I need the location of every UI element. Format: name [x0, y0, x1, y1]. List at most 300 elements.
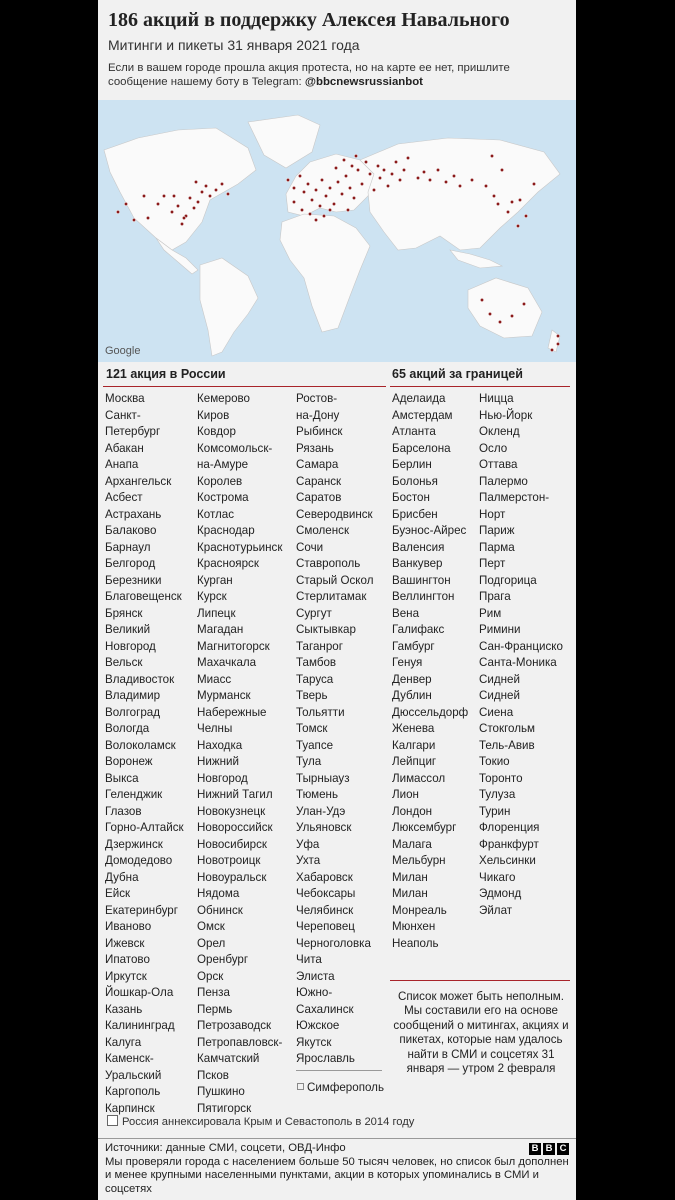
city-item: Черноголовка	[296, 936, 371, 950]
city-item: на-Дону	[296, 408, 340, 422]
protest-marker[interactable]	[372, 188, 375, 191]
protest-marker[interactable]	[302, 190, 305, 193]
city-item: Палмерстон-	[479, 491, 550, 504]
city-item: Хабаровск	[296, 870, 353, 884]
protest-marker[interactable]	[550, 348, 553, 351]
protest-marker[interactable]	[382, 168, 385, 171]
protest-marker[interactable]	[124, 202, 127, 205]
indonesia-shape	[450, 250, 502, 268]
city-item: Монреаль	[392, 903, 447, 917]
protest-marker[interactable]	[196, 200, 199, 203]
city-item: Камчатский	[197, 1052, 260, 1065]
city-item: Оренбург	[197, 953, 249, 966]
city-item: Котлас	[197, 507, 235, 521]
protest-marker[interactable]	[182, 216, 185, 219]
city-item: Санкт-	[105, 408, 141, 422]
protest-marker[interactable]	[360, 182, 363, 185]
city-item: Буэнос-Айрес	[392, 524, 467, 537]
protest-marker[interactable]	[524, 214, 527, 217]
google-attribution: Google	[105, 345, 141, 357]
protest-marker[interactable]	[292, 186, 295, 189]
city-item: Новосибирск	[197, 837, 268, 851]
world-map-graphic	[98, 100, 576, 362]
protest-marker[interactable]	[500, 168, 503, 171]
city-item: Пермь	[197, 1002, 233, 1016]
city-item: Чикаго	[479, 870, 516, 884]
protest-marker[interactable]	[308, 212, 311, 215]
city-item: Иркутск	[105, 969, 147, 983]
protest-marker[interactable]	[496, 202, 499, 205]
protest-marker[interactable]	[176, 204, 179, 207]
protest-marker[interactable]	[354, 154, 357, 157]
telegram-note-text: Если в вашем городе прошла акция протеста, но на карте ее нет, пришлите сообщение нашему боту в Telegram:	[108, 62, 510, 88]
city-item: Обнинск	[197, 903, 243, 917]
city-item: Петрозаводск	[197, 1019, 272, 1032]
protest-marker[interactable]	[556, 342, 559, 345]
city-item: Ипатово	[105, 953, 150, 966]
city-item: Саратов	[296, 491, 342, 504]
city-item: Новокузнецк	[197, 804, 266, 818]
city-item: Берлин	[392, 458, 432, 471]
protest-marker[interactable]	[310, 198, 313, 201]
city-item: Южское	[296, 1019, 340, 1032]
telegram-bot-handle[interactable]: @bbcnewsrussianbot	[304, 76, 423, 88]
city-item: Самара	[296, 458, 339, 471]
city-item: Екатеринбург	[105, 903, 178, 917]
greenland-shape	[248, 115, 320, 168]
city-item: Тюмень	[296, 788, 338, 801]
protest-marker[interactable]	[328, 186, 331, 189]
protest-marker[interactable]	[204, 184, 207, 187]
city-item: Глазов	[105, 804, 142, 818]
city-item: Мурманск	[197, 689, 251, 702]
city-item: Милан	[392, 870, 428, 884]
city-item: Челябинск	[296, 903, 354, 917]
protest-marker[interactable]	[492, 194, 495, 197]
protest-marker[interactable]	[344, 174, 347, 177]
city-item: Кострома	[197, 491, 249, 504]
protest-marker[interactable]	[522, 302, 525, 305]
city-item: Рим	[479, 606, 502, 620]
city-item: Томск	[296, 722, 328, 735]
footer-sources	[105, 1142, 569, 1196]
protest-marker[interactable]	[318, 204, 321, 207]
city-item: Стокгольм	[479, 722, 536, 735]
protest-marker[interactable]	[452, 174, 455, 177]
city-item: Выкса	[105, 771, 139, 785]
city-item: Чита	[296, 953, 322, 966]
city-item: Женева	[392, 722, 435, 735]
protest-marker[interactable]	[346, 208, 349, 211]
protest-marker[interactable]	[306, 182, 309, 185]
protest-marker[interactable]	[170, 210, 173, 213]
city-item: Брянск	[105, 606, 143, 620]
abroad-heading: 65 акций за границей	[392, 367, 523, 381]
city-item: Новоуральск	[197, 870, 267, 884]
protest-marker[interactable]	[532, 182, 535, 185]
protest-marker[interactable]	[298, 174, 301, 177]
city-item: Сидней	[479, 672, 520, 686]
city-item: Владивосток	[105, 672, 175, 686]
city-item: Березники	[105, 573, 162, 587]
protest-marker[interactable]	[364, 160, 367, 163]
bbc-logo-letter: C	[557, 1143, 569, 1155]
city-item: Красноярск	[197, 557, 259, 570]
city-item: Барселона	[392, 441, 451, 455]
protest-marker[interactable]	[398, 178, 401, 181]
city-item: Белгород	[105, 557, 156, 570]
city-item: Ухта	[296, 854, 321, 867]
city-item: Асбест	[105, 491, 143, 504]
protest-marker[interactable]	[402, 168, 405, 171]
city-item: Валенсия	[392, 540, 445, 554]
city-item: Новороссийск	[197, 821, 273, 834]
infographic-card	[98, 0, 576, 1200]
city-item: Липецк	[197, 606, 236, 620]
protest-marker[interactable]	[328, 208, 331, 211]
protest-marker[interactable]	[488, 312, 491, 315]
protest-marker[interactable]	[444, 180, 447, 183]
south-america-shape	[200, 258, 258, 356]
city-item: Атланта	[392, 425, 436, 438]
city-item: Петропавловск-	[197, 1035, 283, 1049]
city-item: Эдмонд	[479, 887, 522, 900]
city-item: Болонья	[392, 474, 438, 488]
city-item: Каргополь	[105, 1085, 161, 1098]
city-item: Дзержинск	[105, 837, 163, 851]
protest-marker[interactable]	[300, 208, 303, 211]
city-item: Нядома	[197, 887, 240, 900]
protest-marker[interactable]	[436, 168, 439, 171]
city-item: Южно-	[296, 986, 333, 999]
city-item: Калининград	[105, 1019, 175, 1032]
city-item: Челны	[197, 722, 233, 735]
protest-marker[interactable]	[350, 164, 353, 167]
city-item: Нью-Йорк	[479, 408, 533, 422]
city-item: Тула	[296, 755, 322, 768]
russia-list-col2	[197, 391, 282, 1117]
protest-marker[interactable]	[518, 198, 521, 201]
city-item: Пенза	[197, 986, 230, 999]
crimea-marker-icon	[297, 1083, 304, 1090]
city-item: Генуя	[392, 656, 423, 669]
protest-marker[interactable]	[214, 188, 217, 191]
protest-marker[interactable]	[470, 178, 473, 181]
disclaimer-text: Список может быть неполным. Мы составили его на основе сообщений о митингах, акциях и пикетах, которые нам удалось найти в СМИ и соцсетях 31 января — утром 2 февраля	[393, 990, 569, 1076]
city-item: Палермо	[479, 474, 528, 488]
protest-marker[interactable]	[226, 192, 229, 195]
city-item: Краснодар	[197, 524, 255, 537]
protest-marker[interactable]	[172, 194, 175, 197]
city-item: Элиста	[296, 969, 335, 983]
city-item: Абакан	[105, 441, 144, 455]
protest-marker[interactable]	[194, 180, 197, 183]
city-item: Владимир	[105, 689, 161, 702]
city-item: Брисбен	[392, 507, 438, 521]
city-item: Сан-Франциско	[479, 639, 563, 653]
protest-marker[interactable]	[324, 194, 327, 197]
protest-marker[interactable]	[322, 214, 325, 217]
protest-marker[interactable]	[348, 186, 351, 189]
protest-marker[interactable]	[314, 188, 317, 191]
city-item: Ульяновск	[296, 821, 352, 834]
protest-marker[interactable]	[516, 224, 519, 227]
city-item: Неаполь	[392, 936, 439, 950]
city-item: Череповец	[296, 920, 355, 933]
city-item: Курск	[197, 590, 227, 603]
city-item: Иваново	[105, 920, 152, 933]
city-item: Галифакс	[392, 623, 445, 636]
protest-marker[interactable]	[156, 202, 159, 205]
city-item: Петербург	[105, 425, 161, 438]
russia-list-col3	[296, 391, 373, 1068]
city-item: Сыктывкар	[296, 623, 356, 636]
page-title: 186 акций в поддержку Алексея Навального	[108, 9, 510, 31]
city-item: Лимассол	[392, 771, 446, 785]
city-item: Тулуза	[479, 788, 516, 801]
city-item: Хельсинки	[479, 854, 536, 867]
city-item: Находка	[197, 738, 243, 752]
crimea-city: Симферополь	[307, 1081, 384, 1094]
city-item: на-Амуре	[197, 458, 249, 471]
protest-marker[interactable]	[422, 170, 425, 173]
new-zealand-shape	[548, 330, 560, 352]
city-item: Вельск	[105, 656, 143, 669]
africa-shape	[280, 214, 370, 332]
crimea-legend	[107, 1115, 414, 1128]
protest-marker[interactable]	[458, 184, 461, 187]
australia-shape	[468, 278, 542, 338]
city-item: Ницца	[479, 392, 514, 405]
abroad-list-col1	[392, 391, 468, 952]
protest-marker[interactable]	[332, 202, 335, 205]
city-item: Воронеж	[105, 755, 153, 768]
city-item: Волгоград	[105, 705, 161, 719]
city-item: Римини	[479, 623, 521, 636]
protest-marker[interactable]	[162, 194, 165, 197]
protest-marker[interactable]	[428, 178, 431, 181]
protest-marker[interactable]	[146, 216, 149, 219]
city-item: Миасс	[197, 672, 232, 686]
city-item: Йошкар-Ола	[105, 986, 174, 999]
protest-marker[interactable]	[192, 206, 195, 209]
city-item: Омск	[197, 920, 225, 933]
crimea-separator	[296, 1070, 382, 1071]
protest-marker[interactable]	[188, 196, 191, 199]
protest-marker[interactable]	[484, 184, 487, 187]
city-item: Киров	[197, 408, 230, 422]
city-item: Геленджик	[105, 788, 163, 801]
protest-marker[interactable]	[132, 218, 135, 221]
city-item: Париж	[479, 524, 515, 537]
protest-marker[interactable]	[180, 222, 183, 225]
city-item: Лейпциг	[392, 755, 437, 768]
city-item: Туапсе	[296, 738, 334, 752]
asia-shape	[360, 138, 560, 250]
city-item: Нижний	[197, 755, 239, 768]
protest-marker[interactable]	[320, 178, 323, 181]
world-map[interactable]	[98, 100, 576, 362]
protest-marker[interactable]	[416, 176, 419, 179]
protest-marker[interactable]	[556, 334, 559, 337]
city-item: Домодедово	[105, 854, 173, 867]
city-item: Курган	[197, 573, 233, 587]
protest-marker[interactable]	[510, 200, 513, 203]
disclaimer-rule	[390, 980, 570, 981]
city-item: Лион	[392, 788, 419, 801]
city-item: Дубна	[105, 870, 139, 884]
city-item: Тольятти	[296, 705, 345, 719]
protest-marker[interactable]	[336, 180, 339, 183]
city-item: Сургут	[296, 606, 332, 620]
city-item: Тамбов	[296, 656, 337, 669]
city-item: Денвер	[392, 672, 432, 686]
city-item: Астрахань	[105, 507, 162, 521]
city-item: Мельбурн	[392, 854, 446, 867]
protest-marker[interactable]	[286, 178, 289, 181]
city-item: Тверь	[296, 689, 328, 702]
city-item: Новотроицк	[197, 854, 261, 867]
city-item: Ярославль	[296, 1052, 355, 1065]
city-item: Люксембург	[392, 821, 457, 834]
city-item: Таганрог	[296, 639, 343, 653]
protest-marker[interactable]	[220, 182, 223, 185]
protest-marker[interactable]	[406, 156, 409, 159]
telegram-note	[108, 61, 568, 89]
protest-marker[interactable]	[378, 176, 381, 179]
city-item: Сиена	[479, 705, 514, 719]
city-item: Калгари	[392, 738, 436, 752]
protest-marker[interactable]	[356, 168, 359, 171]
method-note: Мы проверяли города с населением больше 50 тысяч человек, но список был дополнен и менее крупными населенными пунктами, акции в которых упоминались в СМИ и соцсетях	[105, 1155, 569, 1195]
page-subtitle: Митинги и пикеты 31 января 2021 года	[108, 37, 360, 53]
protest-marker[interactable]	[510, 314, 513, 317]
city-item: Каменск-	[105, 1052, 154, 1065]
protest-marker[interactable]	[116, 210, 119, 213]
russia-heading-rule	[103, 386, 386, 387]
protest-marker[interactable]	[498, 320, 501, 323]
protest-marker[interactable]	[208, 194, 211, 197]
city-item: Великий	[105, 623, 151, 636]
city-item: Эйлат	[479, 903, 513, 917]
city-item: Горно-Алтайск	[105, 821, 184, 834]
city-item: Ейск	[105, 887, 131, 900]
city-item: Сахалинск	[296, 1002, 354, 1016]
city-item: Окленд	[479, 425, 520, 438]
city-item: Тырныауз	[296, 771, 350, 785]
city-item: Малага	[392, 837, 432, 851]
city-item: Лондон	[392, 804, 433, 818]
protest-marker[interactable]	[200, 190, 203, 193]
crimea-entry	[297, 1081, 384, 1094]
protest-marker[interactable]	[376, 164, 379, 167]
protest-marker[interactable]	[142, 194, 145, 197]
city-item: Санта-Моника	[479, 656, 557, 669]
city-item: Новгород	[197, 771, 248, 785]
protest-marker[interactable]	[506, 210, 509, 213]
city-item: Дублин	[392, 689, 432, 702]
city-item: Ванкувер	[392, 557, 443, 570]
city-item: Прага	[479, 590, 511, 603]
city-item: Таруса	[296, 672, 334, 686]
city-item: Новгород	[105, 639, 156, 653]
city-item: Комсомольск-	[197, 441, 273, 455]
city-item: Ростов-	[296, 392, 338, 405]
city-item: Бостон	[392, 491, 430, 504]
city-item: Магадан	[197, 623, 244, 636]
city-item: Флоренция	[479, 821, 540, 834]
city-item: Кемерово	[197, 392, 250, 405]
city-item: Осло	[479, 441, 508, 455]
city-item: Магнитогорск	[197, 639, 270, 653]
city-item: Парма	[479, 540, 515, 554]
city-item: Веллингтон	[392, 590, 455, 603]
city-item: Ковдор	[197, 425, 236, 438]
city-item: Набережные	[197, 705, 267, 719]
protest-marker[interactable]	[386, 184, 389, 187]
city-item: Амстердам	[392, 408, 453, 422]
city-item: Франкфурт	[479, 837, 539, 851]
footer-separator	[98, 1138, 576, 1139]
city-item: Королев	[197, 474, 243, 488]
protest-marker[interactable]	[390, 172, 393, 175]
protest-marker[interactable]	[292, 200, 295, 203]
city-item: Вашингтон	[392, 573, 451, 587]
city-item: Казань	[105, 1002, 143, 1016]
city-item: Тель-Авив	[479, 738, 535, 752]
city-item: Махачкала	[197, 656, 257, 669]
city-item: Турин	[479, 804, 511, 818]
protest-marker[interactable]	[480, 298, 483, 301]
city-item: Якутск	[296, 1035, 332, 1049]
bbc-logo-letter: B	[543, 1143, 555, 1155]
protest-marker[interactable]	[394, 160, 397, 163]
city-item: Нижний Тагил	[197, 788, 273, 801]
abroad-list-col2	[479, 391, 563, 919]
city-item: Архангельск	[105, 474, 172, 488]
protest-marker[interactable]	[314, 218, 317, 221]
city-item: Ставрополь	[296, 557, 361, 570]
city-item: Балаково	[105, 524, 157, 537]
protest-marker[interactable]	[334, 166, 337, 169]
city-item: Уральский	[105, 1068, 162, 1082]
city-item: Смоленск	[296, 524, 350, 537]
protest-marker[interactable]	[352, 196, 355, 199]
city-item: Псков	[197, 1068, 229, 1082]
bbc-logo	[529, 1143, 569, 1155]
city-item: Калуга	[105, 1035, 142, 1049]
city-item: Норт	[479, 507, 506, 521]
city-item: Орск	[197, 969, 224, 983]
city-item: Карпинск	[105, 1101, 155, 1115]
protest-marker[interactable]	[340, 192, 343, 195]
city-item: Дюссельдорф	[392, 705, 469, 719]
city-item: Гамбург	[392, 639, 435, 653]
russia-list-col1	[105, 391, 184, 1117]
city-item: Ижевск	[105, 936, 145, 950]
city-item: Москва	[105, 392, 145, 405]
city-item: Сидней	[479, 689, 520, 702]
city-item: Перт	[479, 557, 506, 570]
protest-marker[interactable]	[368, 172, 371, 175]
city-item: Оттава	[479, 458, 518, 471]
city-item: Пушкино	[197, 1085, 245, 1098]
legend-text: Россия аннексировала Крым и Севастополь в 2014 году	[122, 1116, 415, 1128]
protest-marker[interactable]	[342, 158, 345, 161]
city-item: Саранск	[296, 474, 342, 488]
protest-marker[interactable]	[490, 154, 493, 157]
abroad-heading-rule	[390, 386, 570, 387]
